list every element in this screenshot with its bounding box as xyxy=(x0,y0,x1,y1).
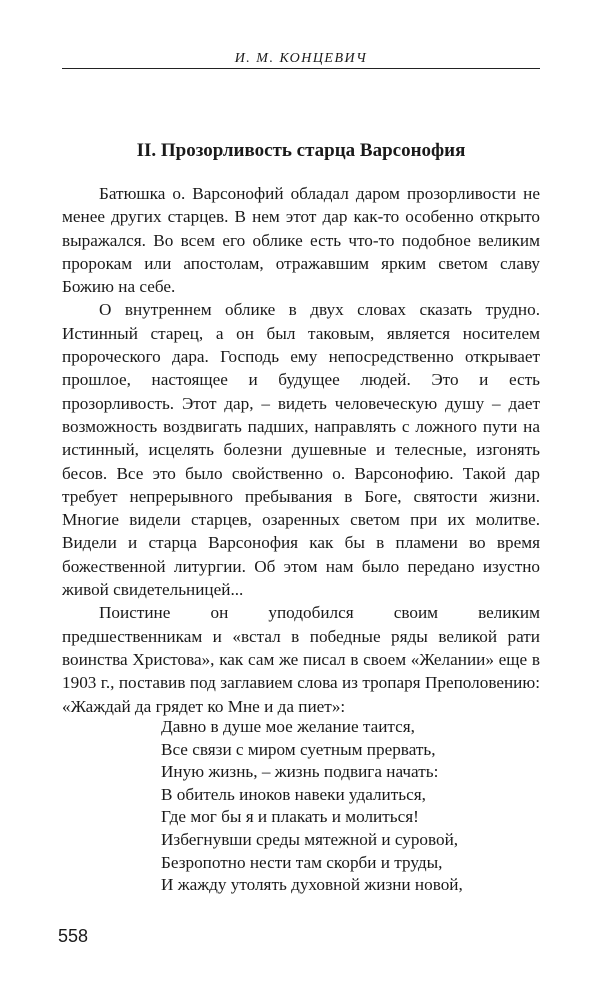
poem-line: И жажду утолять духовной жизни новой, xyxy=(161,875,463,895)
poem-line: Безропотно нести там скорби и труды, xyxy=(161,852,443,872)
poem xyxy=(161,716,540,897)
poem-line: Иную жизнь, – жизнь подвига начать: xyxy=(161,762,439,782)
poem-line: Избегнувши среды мятежной и суровой, xyxy=(161,829,459,849)
poem-line: Давно в душе мое желание таится, xyxy=(161,717,415,736)
poem-line: Где мог бы я и плакать и молиться! xyxy=(161,807,419,827)
page-number: 558 xyxy=(58,926,89,946)
paragraph: Батюшка о. Варсонофий обладал даром прозорливости не менее других старцев. В нем этот дар как-то особенно открыто выражался. Во всем его облике есть что-то подобное великим пророкам или апостолам, отражавшим ярким светом славу Божию на себе. xyxy=(62,184,540,297)
chapter-title: II. Прозорливость старца Варсонофия xyxy=(136,140,466,161)
paragraph: О внутреннем облике в двух словах сказать трудно. Истинный старец, а он был таковым, является носителем пророческого дара. Господь ему непосредственно открывает прошлое, настоящее и будущее людей. Это и есть прозорливость. Этот дар, – видеть человеческую душу – дает возможность воздвигать падших, направлять с ложного пути на истинный, исцелять болезни душевные и телесные, изгонять бесов. Все это было свойственно о. Варсонофию. Такой дар требует непрерывного пребывания в Боге, святости жизни. Многие видели старцев, озаренных светом при их молитве. Видели и старца Варсонофия как бы в пламени во время божественной литургии. Об этом нам было передано изустно живой свидетельницей... xyxy=(62,300,540,600)
body-text xyxy=(62,182,540,718)
poem-line: В обитель иноков навеки удалиться, xyxy=(161,784,426,804)
header-rule xyxy=(62,68,540,69)
paragraph: Поистине он уподобился своим великим предшественникам и «встал в победные ряды великой рати воинства Христова», как сам же писал в своем «Желании» еще в 1903 г., поставив под заглавием слова из тропаря Преполовению: «Жаждай да грядет ко Мне и да пиет»: xyxy=(62,603,540,716)
poem-line: Все связи с миром суетным прервать, xyxy=(161,739,436,759)
running-head: И. М. КОНЦЕВИЧ xyxy=(234,51,368,66)
